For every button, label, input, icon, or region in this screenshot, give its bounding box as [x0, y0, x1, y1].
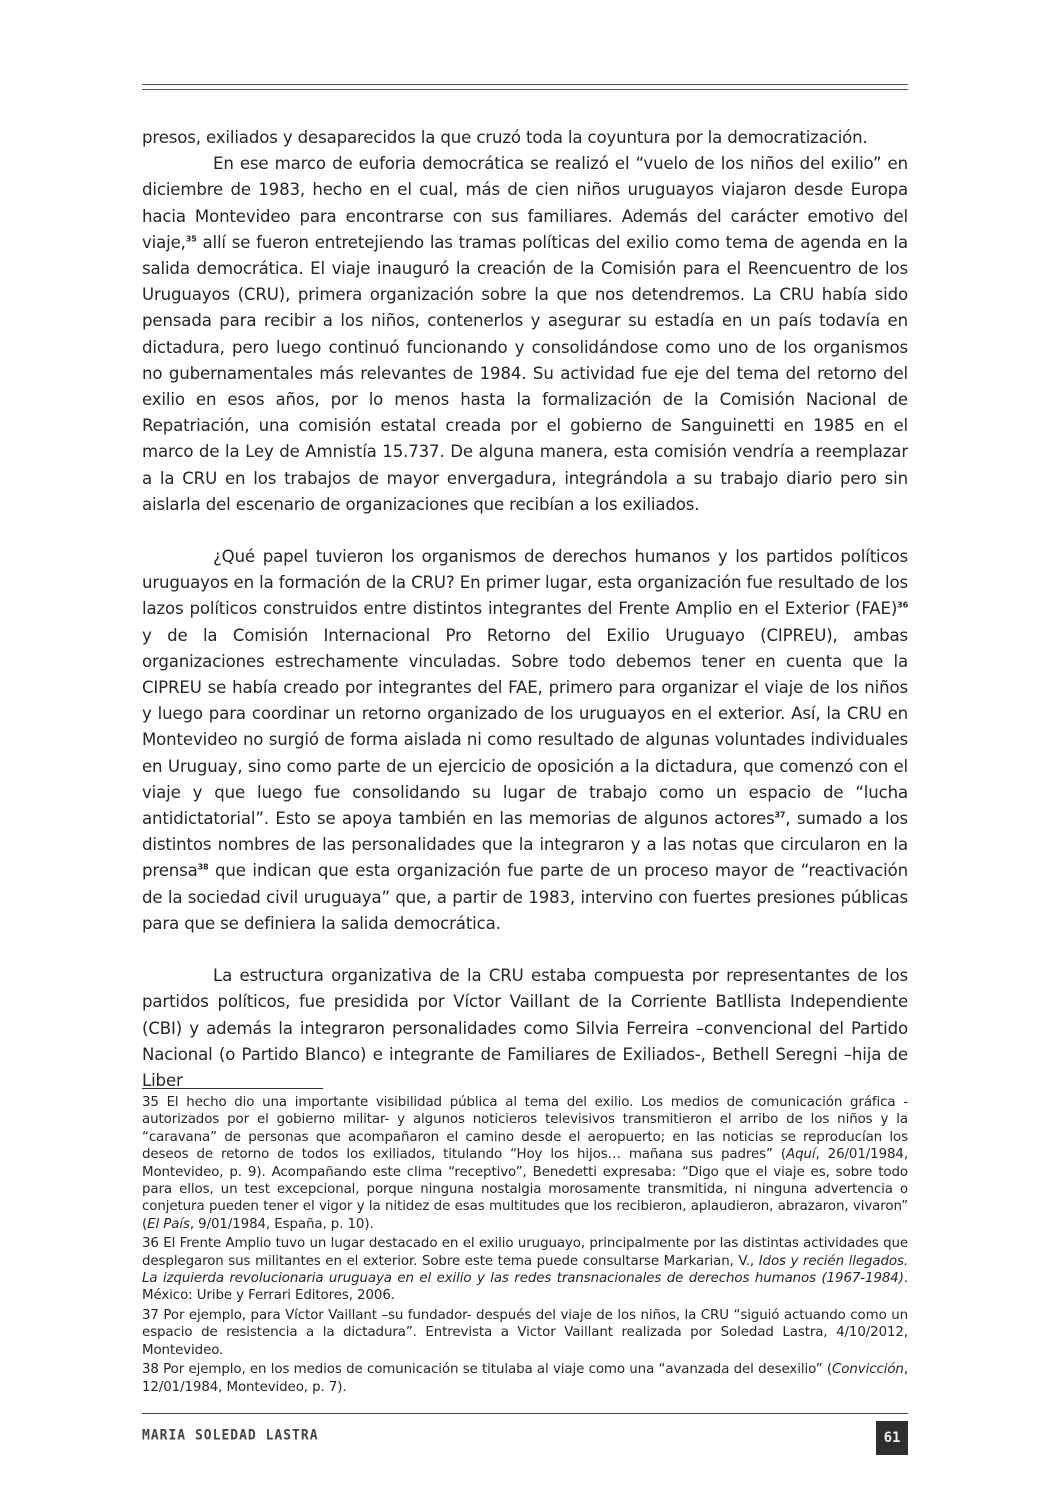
footnote-35: 35 El hecho dio una importante visibilidad pública al tema del exilio. Los medios de comunicación gráfica -autorizados por el gobierno militar- y algunos noticieros televisivos transmitieron el arribo de los niños y la “caravana” de personas que acompañaron el camino desde el aeropuerto; en las noticias se reproducían los deseos de retorno de todos los exiliados, titulando “Hoy los hijos… mañana sus padres” (Aquí, 26/01/1984, Montevideo, p. 9). Acompañando este clima “receptivo”, Benedetti expresaba: “Digo que el viaje es, sobre todo para ellos, un test excepcional, porque ninguna nostalgia morosamente transmitida, ni ninguna advertencia o conjetura pueden tener el vigor y la nitidez de esas multitudes que los recibieron, aplaudieron, abrazaron, vivaron” (El País, 9/01/1984, España, p. 10). — [142, 1095, 908, 1232]
footnote-ref-38[interactable]: 38 — [197, 862, 209, 872]
main-text — [142, 125, 908, 1094]
paragraph-papel: ¿Qué papel tuvieron los organismos de derechos humanos y los partidos políticos uruguayos en la formación de la CRU? En primer lugar, esta organización fue resultado de los lazos políticos construidos entre distintos integrantes del Frente Amplio en el Exterior (FAE)$^{36}$ y de la Comisión Internacional Pro Retorno del Exilio Uruguayo (CIPREU), ambas organizaciones estrechamente vinculadas. Sobre todo debemos tener en cuenta que la CIPREU se había creado por integrantes del FAE, primero para organizar el viaje de los niños y luego para coordinar un retorno organizado de los uruguayos en el exterior. Así, la CRU en Montevideo no surgió de forma aislada ni como resultado de algunas voluntades individuales en Uruguay, sino como parte de un ejercicio de oposición a la dictadura, que comenzó con el viaje y que luego fue consolidando su lugar de trabajo como un espacio de “lucha antidictatorial”. Esto se apoya también en las memorias de algunos actores$^{37}$, sumado a los distintos nombres de las personalidades que la integraron y a las notas que circularon en la prensa$^{38}$ que indican que esta organización fue parte de un proceso mayor de “reactivación de la sociedad civil uruguaya” que, a partir de 1983, intervino con fuertes presiones públicas para que se definiera la salida democrática. — [142, 547, 908, 933]
footnote-ref-35[interactable]: 35 — [185, 234, 197, 244]
footnote-separator — [142, 1088, 323, 1089]
page-number: 61 — [876, 1421, 908, 1455]
footnote-36: 36 El Frente Amplio tuvo un lugar destacado en el exilio uruguayo, principalmente por las distintas actividades que desplegaron sus militantes en el exterior. Sobre este tema puede consultarse Markarian, V., Idos y recién llegados. La izquierda revolucionaria uruguaya en el exilio y las redes transnacionales de derechos humanos (1967-1984). México: Uribe y Ferrari Editores, 2006. — [142, 1236, 908, 1304]
author-name: MARIA SOLEDAD LASTRA — [142, 1427, 319, 1444]
footnote-ref-36[interactable]: 36 — [897, 600, 908, 610]
footnote-37: 37 Por ejemplo, para Víctor Vaillant –su fundador- después del viaje de los niños, la CRU “siguió actuando como un espacio de resistencia a la dictadura”. Entrevista a Victor Vaillant realizada por Soledad Lastra, 4/10/2012, Montevideo. — [142, 1307, 908, 1358]
footnote-38: 38 Por ejemplo, en los medios de comunicación se titulaba al viaje como una “avanzada del desexilio” (Convicción, 12/01/1984, Montevideo, p. 7). — [142, 1362, 908, 1395]
paragraph-vuelo: En ese marco de euforia democrática se realizó el “vuelo de los niños del exilio” en diciembre de 1983, hecho en el cual, más de cien niños uruguayos viajaron desde Europa hacia Montevideo para encontrarse con sus familiares. Además del carácter emotivo del viaje,$^{35}$ allí se fueron entretejiendo las tramas políticas del exilio como tema de agenda en la salida democrática. El viaje inauguró la creación de la Comisión para el Reencuentro de los Uruguayos (CRU), primera organización sobre la que nos detendremos. La CRU había sido pensada para recibir a los niños, contenerlos y asegurar su estadía en un país todavía en dictadura, pero luego continuó funcionando y consolidándose como uno de los organismos no gubernamentales más relevantes de 1984. Su actividad fue eje del tema del retorno del exilio en esos años, por lo menos hasta la formalización de la Comisión Nacional de Repatriación, una comisión estatal creada por el gobierno de Sanguinetti en 1985 en el marco de la Ley de Amnistía 15.737. De alguna manera, esta comisión vendría a reemplazar a la CRU en los trabajos de mayor envergadura, integrándola a su trabajo diario pero sin aislarla del escenario de organizaciones que recibían a los exiliados. — [142, 154, 908, 514]
footer-rule — [142, 1413, 908, 1414]
paragraph-estructura: La estructura organizativa de la CRU estaba compuesta por representantes de los partidos políticos, fue presidida por Víctor Vaillant de la Corriente Batllista Independiente (CBI) y además la integraron personalidades como Silvia Ferreira –convencional del Partido Nacional (o Partido Blanco) e integrante de Familiares de Exiliados-, Bethell Seregni –hija de Liber — [142, 966, 908, 1090]
paragraph-continuation: presos, exiliados y desaparecidos la que cruzó toda la coyuntura por la democratización. — [142, 128, 868, 147]
header-rule-second — [142, 89, 908, 90]
footnotes — [142, 1094, 908, 1398]
footnote-ref-37[interactable]: 37 — [774, 810, 786, 820]
header-rule — [142, 84, 908, 85]
